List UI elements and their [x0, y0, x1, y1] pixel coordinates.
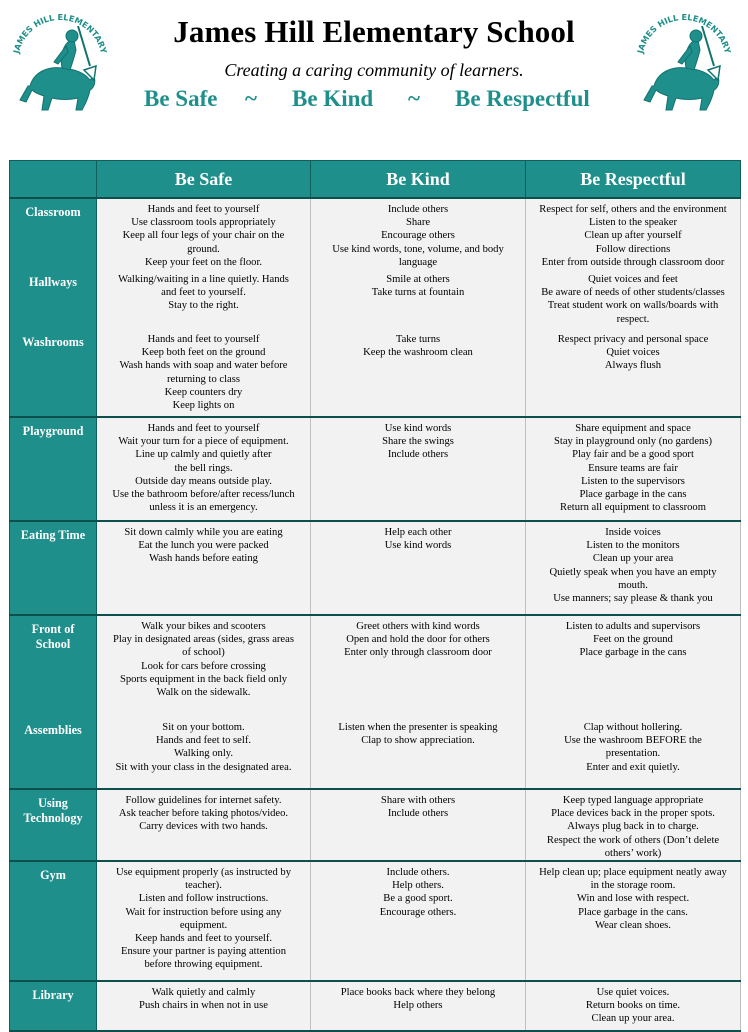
rule-line: Keep hands and feet to yourself. — [134, 933, 273, 945]
row-header: Library — [10, 981, 97, 1031]
row-header: Washrooms — [10, 329, 97, 417]
rule-line: Listen to the monitors — [586, 540, 680, 552]
column-header-safe: Be Safe — [97, 161, 311, 199]
rule-line: Listen to adults and supervisors — [565, 621, 701, 633]
rule-line: Clean up your area. — [591, 1013, 675, 1025]
cell-respectful — [526, 198, 741, 269]
motto-be-respectful: Be Respectful — [455, 86, 590, 111]
row-header: Using Technology — [10, 789, 97, 861]
column-header-respectful: Be Respectful — [526, 161, 741, 199]
rule-line: Use the washroom BEFORE the — [564, 735, 702, 747]
rule-line: Quiet voices — [606, 347, 660, 359]
rule-line: Clap without hollering. — [583, 722, 683, 734]
rule-line: unless it is an emergency. — [149, 502, 258, 514]
rule-line: Quietly speak when you have an empty — [549, 566, 717, 578]
cell-safe — [97, 615, 311, 717]
row-header: Hallways — [10, 269, 97, 329]
rule-line: Include others — [387, 204, 449, 215]
rule-line: Ensure your partner is paying attention — [120, 946, 287, 958]
logo-text: JAMES HILL ELEMENTARY — [10, 11, 110, 55]
rule-line: Enter only through classroom door — [344, 647, 492, 659]
rule-line: Sit with your class in the designated area. — [115, 761, 292, 773]
rule-line: Help others — [393, 1000, 443, 1012]
cell-respectful — [526, 269, 741, 329]
row-header: Assemblies — [10, 717, 97, 789]
rule-line: returning to class — [167, 373, 240, 385]
cell-respectful — [526, 789, 741, 861]
rule-line: Hands and feet to yourself — [147, 334, 260, 346]
rule-line: Keep the washroom clean — [363, 347, 473, 359]
rule-line: Treat student work on walls/boards with — [547, 300, 719, 312]
rule-line: Feet on the ground — [593, 634, 673, 646]
rule-line: Greet others with kind words — [356, 621, 480, 633]
rule-line: Encourage others — [381, 230, 455, 242]
table-row — [10, 198, 741, 269]
rule-line: Include others — [387, 449, 449, 461]
rule-line: Outside day means outside play. — [135, 475, 272, 487]
rule-line: Walk on the sidewalk. — [156, 687, 251, 699]
rule-line: Share with others — [380, 795, 456, 807]
rule-line: Include others — [387, 808, 449, 820]
rule-line: Hands and feet to self. — [155, 735, 252, 747]
rule-line: Look for cars before crossing — [141, 660, 266, 672]
motto-be-kind: Be Kind — [292, 86, 374, 111]
rule-line: others’ work) — [604, 847, 662, 859]
rule-line: Keep counters dry — [164, 386, 243, 398]
row-header: Playground — [10, 417, 97, 521]
rule-line: Be a good sport. — [383, 893, 453, 905]
rule-line: Enter from outside through classroom door — [541, 256, 725, 268]
cell-kind — [311, 417, 526, 521]
mottos — [0, 86, 748, 118]
svg-text:JAMES HILL ELEMENTARY — [635, 12, 734, 55]
rule-line: Clean up after yourself — [584, 230, 682, 242]
rule-line: Always plug back in to charge. — [567, 821, 699, 833]
rule-line: Enter and exit quietly. — [586, 761, 680, 773]
rule-line: Wash hands with soap and water before — [119, 360, 288, 372]
rule-line: Help each other — [384, 527, 452, 539]
rule-line: Listen to the speaker — [589, 217, 677, 229]
rule-line: Follow directions — [595, 243, 671, 255]
rule-line: Help others. — [392, 880, 444, 892]
rule-line: Use manners; say please & thank you — [553, 593, 713, 605]
rule-line: mouth. — [618, 579, 648, 591]
rule-line: Respect for self, others and the environment — [539, 204, 727, 215]
rule-line: Clap to show appreciation. — [361, 735, 475, 747]
rule-line: Keep lights on — [172, 400, 235, 412]
svg-text:JAMES HILL ELEMENTARY — [11, 12, 110, 55]
rule-line: Play in designated areas (sides, grass areas — [113, 634, 294, 646]
rule-line: Smile at others — [386, 274, 450, 286]
table-row — [10, 269, 741, 329]
rule-line: Eat the lunch you were packed — [138, 540, 269, 552]
rule-line: equipment. — [179, 919, 228, 931]
rule-line: Sit down calmly while you are eating — [124, 527, 283, 539]
table-row — [10, 615, 741, 717]
rule-line: Always flush — [604, 360, 662, 372]
rule-line: Place garbage in the cans. — [578, 906, 688, 918]
row-header: Classroom — [10, 198, 97, 269]
cell-safe — [97, 417, 311, 521]
row-header: Eating Time — [10, 521, 97, 615]
cell-respectful — [526, 717, 741, 789]
rule-line: Use quiet voices. — [596, 987, 670, 999]
logo-text: JAMES HILL ELEMENTARY — [634, 11, 734, 55]
cell-safe — [97, 789, 311, 861]
row-header: Gym — [10, 861, 97, 981]
rule-line: and feet to yourself. — [161, 287, 246, 299]
rule-line: Share the swings — [382, 436, 454, 448]
rule-line: Return books on time. — [585, 1000, 681, 1012]
rule-line: Open and hold the door for others — [346, 634, 490, 646]
rule-line: Respect privacy and personal space — [557, 334, 709, 346]
rule-line: Hands and feet to yourself — [147, 204, 260, 215]
rule-line: Use kind words, tone, volume, and body — [332, 243, 504, 255]
rule-line: Carry devices with two hands. — [139, 821, 268, 833]
table-row — [10, 861, 741, 981]
cell-safe — [97, 861, 311, 981]
cell-kind — [311, 861, 526, 981]
rule-line: Take turns at fountain — [371, 287, 465, 299]
rule-line: Listen to the supervisors — [581, 475, 685, 487]
rule-line: respect. — [616, 313, 650, 325]
school-title: James Hill Elementary School — [173, 14, 575, 49]
rule-line: Use kind words — [384, 540, 452, 552]
behaviour-matrix — [9, 160, 741, 1032]
school-tagline: Creating a caring community of learners. — [224, 60, 524, 80]
rule-line: Hands and feet to yourself — [147, 423, 260, 435]
rule-line: teacher). — [185, 880, 222, 892]
cell-safe — [97, 269, 311, 329]
rule-line: Sit on your bottom. — [162, 722, 245, 734]
rule-line: Win and lose with respect. — [576, 893, 690, 905]
cell-safe — [97, 198, 311, 269]
cell-kind — [311, 789, 526, 861]
column-header-kind: Be Kind — [311, 161, 526, 199]
rule-line: Sports equipment in the back field only — [119, 673, 288, 685]
cell-kind — [311, 269, 526, 329]
motto-separator: ~ — [245, 86, 257, 111]
rule-line: Wait your turn for a piece of equipment. — [118, 436, 289, 448]
rule-line: Place garbage in the cans — [579, 489, 687, 501]
rule-line: ground. — [187, 243, 220, 255]
rule-line: Place books back where they belong — [340, 987, 496, 999]
rule-line: of school) — [182, 647, 225, 659]
rule-line: Walk your bikes and scooters — [141, 621, 266, 633]
cell-respectful — [526, 615, 741, 717]
rule-line: Stay to the right. — [168, 300, 239, 312]
table-row — [10, 789, 741, 861]
rule-line: Return all equipment to classroom — [560, 502, 706, 514]
rule-line: Listen and follow instructions. — [138, 893, 269, 905]
rule-line: Encourage others. — [379, 906, 457, 918]
rule-line: Share equipment and space — [575, 423, 691, 435]
rule-line: Ask teacher before taking photos/video. — [118, 808, 289, 820]
rule-line: Include others. — [386, 867, 450, 879]
rule-line: Follow guidelines for internet safety. — [125, 795, 282, 807]
rule-line: Place devices back in the proper spots. — [551, 808, 715, 820]
rule-line: Respect the work of others (Don’t delete — [546, 834, 720, 846]
rule-line: Clean up your area — [592, 553, 674, 565]
rule-line: Use kind words — [384, 423, 452, 435]
rule-line: Push chairs in when not in use — [139, 1000, 268, 1012]
cell-safe — [97, 521, 311, 615]
cell-safe — [97, 329, 311, 417]
rule-line: Help clean up; place equipment neatly away — [539, 867, 727, 879]
rule-line: Share — [405, 217, 431, 229]
table-row — [10, 417, 741, 521]
motto-be-safe: Be Safe — [144, 86, 218, 111]
rule-line: Place garbage in the cans — [579, 647, 687, 659]
rule-line: Quiet voices and feet — [588, 274, 678, 286]
cell-respectful — [526, 521, 741, 615]
rule-line: Be aware of needs of other students/classes — [541, 287, 725, 299]
table-row — [10, 717, 741, 789]
rule-line: Walk quietly and calmly — [151, 987, 256, 999]
cell-respectful — [526, 861, 741, 981]
rule-line: Line up calmly and quietly after — [135, 449, 272, 461]
matrix-body — [10, 198, 741, 1031]
corner-cell — [10, 161, 97, 199]
rule-line: Use equipment properly (as instructed by — [115, 867, 292, 879]
rule-line: Wear clean shoes. — [595, 919, 671, 931]
rule-line: before throwing equipment. — [144, 959, 263, 971]
cell-kind — [311, 329, 526, 417]
rule-line: Keep all four legs of your chair on the — [122, 230, 285, 242]
motto-separator: ~ — [408, 86, 420, 111]
table-row — [10, 329, 741, 417]
cell-safe — [97, 717, 311, 789]
rule-line: Use the bathroom before/after recess/lunch — [112, 489, 295, 501]
rule-line: language — [398, 256, 438, 268]
cell-kind — [311, 521, 526, 615]
rule-line: Take turns — [395, 334, 441, 346]
rule-line: Listen when the presenter is speaking — [338, 722, 498, 734]
rule-line: Stay in playground only (no gardens) — [554, 436, 712, 448]
cell-kind — [311, 198, 526, 269]
rule-line: Wait for instruction before using any — [125, 906, 282, 918]
rule-line: the bell rings. — [174, 462, 233, 474]
cell-kind — [311, 717, 526, 789]
rule-line: Use classroom tools appropriately — [131, 217, 276, 229]
rule-line: Keep typed language appropriate — [562, 795, 704, 807]
rule-line: Play fair and be a good sport — [572, 449, 694, 461]
rule-line: Keep both feet on the ground — [141, 347, 266, 359]
cell-respectful — [526, 417, 741, 521]
rule-line: presentation. — [605, 748, 661, 760]
rule-line: Keep your feet on the floor. — [144, 256, 263, 268]
cell-respectful — [526, 329, 741, 417]
rule-line: Wash hands before eating — [149, 553, 258, 565]
row-header: Front of School — [10, 615, 97, 717]
rule-line: Walking only. — [173, 748, 234, 760]
rule-line: Ensure teams are fair — [588, 462, 678, 474]
rule-line: Walking/waiting in a line quietly. Hands — [118, 274, 289, 286]
rule-line: Inside voices — [605, 527, 661, 539]
rule-line: in the storage room. — [590, 880, 676, 892]
cell-kind — [311, 615, 526, 717]
table-row — [10, 521, 741, 615]
